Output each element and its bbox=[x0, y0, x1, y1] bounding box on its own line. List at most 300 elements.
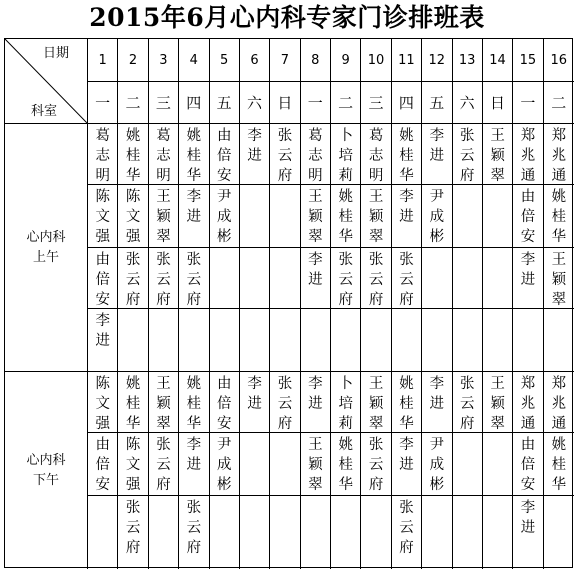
weekday-cell: 一 bbox=[513, 82, 543, 124]
doctor-name-char: 王 bbox=[490, 128, 505, 144]
doctor-name-char: 陈 bbox=[95, 189, 110, 205]
doctor-name-char: 倍 bbox=[520, 209, 536, 225]
doctor-name-char: 葛 bbox=[156, 128, 171, 144]
doctor-name-char: 由 bbox=[216, 128, 232, 144]
doctor-name-char: 李 bbox=[308, 252, 323, 268]
doctor-name-char: 郑 bbox=[551, 128, 567, 144]
doctor-cell bbox=[361, 185, 391, 248]
doctor-name-char: 强 bbox=[125, 229, 141, 245]
doctor-name-char: 倍 bbox=[95, 457, 110, 473]
doctor-name-char: 云 bbox=[277, 148, 293, 164]
date-cell: 8 bbox=[301, 39, 331, 82]
doctor-name-char: 云 bbox=[459, 396, 475, 412]
doctor-name-char: 张 bbox=[399, 500, 414, 516]
doctor-name-char: 翠 bbox=[490, 416, 505, 432]
doctor-name-char: 姚 bbox=[551, 437, 567, 453]
doctor-name-char: 彬 bbox=[216, 477, 232, 493]
doctor-cell bbox=[361, 248, 391, 309]
weekday-cell: 日 bbox=[270, 82, 300, 124]
doctor-cell bbox=[422, 433, 452, 496]
doctor-cell bbox=[544, 496, 574, 569]
doctor-name-char: 郑 bbox=[520, 128, 536, 144]
doctor-name-char: 府 bbox=[186, 292, 202, 308]
doctor-name-char: 王 bbox=[551, 252, 567, 268]
weekday-cell: 五 bbox=[210, 82, 240, 124]
doctor-name-char: 桂 bbox=[186, 396, 202, 412]
doctor-name-char: 强 bbox=[95, 416, 110, 432]
doctor-cell bbox=[179, 372, 209, 433]
doctor-name-char: 明 bbox=[368, 168, 384, 184]
doctor-name-char: 华 bbox=[125, 168, 141, 184]
doctor-cell bbox=[270, 248, 300, 309]
doctor-cell bbox=[210, 185, 240, 248]
doctor-cell bbox=[453, 248, 483, 309]
doctor-name-char: 志 bbox=[156, 148, 171, 164]
doctor-name-char: 张 bbox=[186, 500, 202, 516]
doctor-cell bbox=[270, 124, 300, 185]
doctor-cell bbox=[453, 433, 483, 496]
doctor-name-char: 张 bbox=[338, 252, 353, 268]
doctor-cell bbox=[118, 185, 148, 248]
weekday-cell: 五 bbox=[422, 82, 452, 124]
date-cell: 7 bbox=[270, 39, 300, 82]
doctor-name-char: 李 bbox=[399, 437, 414, 453]
doctor-name-char: 安 bbox=[216, 168, 232, 184]
date-cell: 10 bbox=[361, 39, 391, 82]
doctor-cell bbox=[483, 372, 513, 433]
doctor-cell bbox=[270, 433, 300, 496]
doctor-name-char: 葛 bbox=[368, 128, 384, 144]
doctor-name-char: 安 bbox=[520, 477, 536, 493]
doctor-cell bbox=[88, 185, 118, 248]
doctor-cell bbox=[240, 124, 270, 185]
doctor-name-char: 陈 bbox=[95, 376, 110, 392]
weekday-cell: 四 bbox=[179, 82, 209, 124]
doctor-cell bbox=[149, 496, 179, 569]
doctor-name-char: 翠 bbox=[490, 168, 505, 184]
doctor-name-char: 葛 bbox=[95, 128, 110, 144]
doctor-name-char: 云 bbox=[186, 272, 202, 288]
doctor-name-char: 华 bbox=[338, 229, 353, 245]
doctor-name-char: 张 bbox=[368, 252, 384, 268]
weekday-cell: 三 bbox=[149, 82, 179, 124]
doctor-cell bbox=[270, 496, 300, 569]
doctor-name-char: 颖 bbox=[490, 148, 505, 164]
doctor-name-char: 李 bbox=[520, 252, 536, 268]
doctor-name-char: 姚 bbox=[338, 189, 353, 205]
doctor-name-char: 张 bbox=[399, 252, 414, 268]
doctor-name-char: 桂 bbox=[125, 148, 141, 164]
weekday-cell: 四 bbox=[392, 82, 422, 124]
weekday-cell: 一 bbox=[301, 82, 331, 124]
doctor-name-char: 桂 bbox=[399, 148, 414, 164]
doctor-name-char: 兆 bbox=[520, 148, 536, 164]
doctor-cell bbox=[331, 372, 361, 433]
doctor-name-char: 府 bbox=[368, 292, 384, 308]
date-cell: 12 bbox=[422, 39, 452, 82]
doctor-name-char: 王 bbox=[308, 189, 323, 205]
doctor-name-char: 成 bbox=[216, 457, 232, 473]
doctor-name-char: 进 bbox=[399, 209, 414, 225]
doctor-name-char: 尹 bbox=[216, 437, 232, 453]
date-cell: 16 bbox=[544, 39, 574, 82]
doctor-cell bbox=[118, 309, 148, 372]
doctor-name-char: 明 bbox=[308, 168, 323, 184]
doctor-cell bbox=[270, 185, 300, 248]
doctor-cell bbox=[118, 433, 148, 496]
doctor-cell bbox=[483, 185, 513, 248]
doctor-name-char: 安 bbox=[95, 477, 110, 493]
doctor-name-char: 进 bbox=[399, 457, 414, 473]
doctor-name-char: 李 bbox=[247, 376, 262, 392]
doctor-name-char: 华 bbox=[551, 229, 567, 245]
doctor-name-char: 姚 bbox=[186, 376, 202, 392]
doctor-name-char: 成 bbox=[429, 209, 445, 225]
doctor-cell bbox=[392, 124, 422, 185]
doctor-name-char: 云 bbox=[338, 272, 353, 288]
doctor-name-char: 府 bbox=[459, 416, 475, 432]
doctor-name-char: 云 bbox=[186, 520, 202, 536]
doctor-name-char: 尹 bbox=[429, 189, 445, 205]
doctor-name-char: 安 bbox=[95, 292, 110, 308]
doctor-name-char: 莉 bbox=[338, 168, 353, 184]
doctor-name-char: 翠 bbox=[156, 229, 171, 245]
doctor-name-char: 颖 bbox=[368, 209, 384, 225]
date-cell: 5 bbox=[210, 39, 240, 82]
doctor-name-char: 张 bbox=[186, 252, 202, 268]
doctor-name-char: 云 bbox=[399, 272, 414, 288]
doctor-name-char: 府 bbox=[399, 292, 414, 308]
date-cell: 3 bbox=[149, 39, 179, 82]
doctor-name-char: 成 bbox=[216, 209, 232, 225]
date-cell: 14 bbox=[483, 39, 513, 82]
doctor-cell bbox=[331, 124, 361, 185]
doctor-cell bbox=[179, 124, 209, 185]
schedule-table bbox=[4, 38, 573, 568]
doctor-name-char: 王 bbox=[490, 376, 505, 392]
doctor-cell bbox=[179, 433, 209, 496]
doctor-name-char: 颖 bbox=[156, 396, 171, 412]
doctor-name-char: 桂 bbox=[125, 396, 141, 412]
doctor-name-char: 华 bbox=[125, 416, 141, 432]
doctor-cell bbox=[149, 372, 179, 433]
doctor-name-char: 张 bbox=[156, 437, 171, 453]
doctor-name-char: 郑 bbox=[520, 376, 536, 392]
doctor-name-char: 倍 bbox=[216, 148, 232, 164]
doctor-name-char: 郑 bbox=[551, 376, 567, 392]
doctor-cell bbox=[483, 309, 513, 372]
corner-header bbox=[5, 39, 88, 124]
doctor-name-char: 张 bbox=[125, 252, 141, 268]
doctor-name-char: 云 bbox=[277, 396, 293, 412]
doctor-cell bbox=[210, 309, 240, 372]
doctor-name-char: 兆 bbox=[520, 396, 536, 412]
doctor-cell bbox=[149, 124, 179, 185]
section-label bbox=[5, 124, 88, 372]
doctor-name-char: 进 bbox=[520, 272, 536, 288]
doctor-name-char: 进 bbox=[247, 396, 262, 412]
weekday-cell: 一 bbox=[88, 82, 118, 124]
doctor-cell bbox=[453, 124, 483, 185]
doctor-name-char: 翠 bbox=[308, 477, 323, 493]
doctor-name-char: 府 bbox=[186, 540, 202, 556]
doctor-name-char: 云 bbox=[125, 272, 141, 288]
doctor-cell bbox=[422, 372, 452, 433]
doctor-name-char: 姚 bbox=[186, 128, 202, 144]
doctor-name-char: 通 bbox=[520, 416, 536, 432]
doctor-cell bbox=[301, 248, 331, 309]
doctor-cell bbox=[331, 309, 361, 372]
doctor-name-char: 姚 bbox=[551, 189, 567, 205]
doctor-name-char: 李 bbox=[186, 189, 202, 205]
doctor-name-char: 志 bbox=[368, 148, 384, 164]
doctor-cell bbox=[361, 433, 391, 496]
doctor-cell bbox=[118, 124, 148, 185]
doctor-name-char: 华 bbox=[338, 477, 353, 493]
doctor-name-char: 进 bbox=[186, 209, 202, 225]
doctor-name-char: 华 bbox=[186, 416, 202, 432]
doctor-name-char: 云 bbox=[156, 457, 171, 473]
doctor-cell bbox=[331, 185, 361, 248]
doctor-name-char: 培 bbox=[338, 148, 353, 164]
doctor-cell bbox=[361, 372, 391, 433]
doctor-cell bbox=[331, 496, 361, 569]
doctor-cell bbox=[118, 496, 148, 569]
doctor-name-char: 翠 bbox=[551, 292, 567, 308]
doctor-name-char: 桂 bbox=[338, 209, 353, 225]
page-title: 2015年6月心内科专家门诊排班表 bbox=[89, 3, 485, 32]
doctor-cell bbox=[422, 496, 452, 569]
doctor-cell bbox=[210, 433, 240, 496]
doctor-name-char: 志 bbox=[95, 148, 110, 164]
doctor-name-char: 由 bbox=[216, 376, 232, 392]
doctor-name-char: 莉 bbox=[338, 416, 353, 432]
doctor-name-char: 颖 bbox=[490, 396, 505, 412]
doctor-cell bbox=[544, 248, 574, 309]
doctor-cell bbox=[240, 248, 270, 309]
doctor-name-char: 姚 bbox=[125, 128, 141, 144]
doctor-name-char: 卜 bbox=[338, 376, 353, 392]
doctor-name-char: 张 bbox=[125, 500, 141, 516]
department-name: 心内科 bbox=[26, 452, 66, 468]
doctor-name-char: 桂 bbox=[551, 209, 567, 225]
doctor-cell bbox=[392, 185, 422, 248]
doctor-name-char: 王 bbox=[308, 437, 323, 453]
doctor-name-char: 由 bbox=[95, 437, 110, 453]
date-cell: 15 bbox=[513, 39, 543, 82]
doctor-name-char: 王 bbox=[368, 189, 384, 205]
doctor-name-char: 李 bbox=[429, 128, 445, 144]
date-cell: 6 bbox=[240, 39, 270, 82]
doctor-cell bbox=[483, 248, 513, 309]
doctor-name-char: 桂 bbox=[338, 457, 353, 473]
date-cell: 9 bbox=[331, 39, 361, 82]
doctor-name-char: 颖 bbox=[308, 457, 323, 473]
doctor-cell bbox=[301, 124, 331, 185]
doctor-cell bbox=[392, 496, 422, 569]
doctor-name-char: 进 bbox=[308, 272, 323, 288]
doctor-name-char: 张 bbox=[459, 376, 475, 392]
doctor-name-char: 彬 bbox=[216, 229, 232, 245]
doctor-name-char: 云 bbox=[125, 520, 141, 536]
doctor-name-char: 府 bbox=[368, 477, 384, 493]
doctor-cell bbox=[422, 124, 452, 185]
doctor-name-char: 由 bbox=[520, 189, 536, 205]
doctor-cell bbox=[544, 124, 574, 185]
doctor-cell bbox=[149, 248, 179, 309]
doctor-cell bbox=[88, 433, 118, 496]
doctor-name-char: 府 bbox=[338, 292, 353, 308]
weekday-cell: 二 bbox=[544, 82, 574, 124]
doctor-cell bbox=[240, 372, 270, 433]
doctor-name-char: 卜 bbox=[338, 128, 353, 144]
doctor-name-char: 李 bbox=[247, 128, 262, 144]
doctor-name-char: 翠 bbox=[368, 416, 384, 432]
doctor-cell bbox=[118, 248, 148, 309]
doctor-name-char: 府 bbox=[156, 477, 171, 493]
doctor-name-char: 王 bbox=[368, 376, 384, 392]
doctor-cell bbox=[270, 309, 300, 372]
doctor-name-char: 李 bbox=[429, 376, 445, 392]
doctor-cell bbox=[483, 496, 513, 569]
doctor-cell bbox=[392, 309, 422, 372]
doctor-cell bbox=[88, 124, 118, 185]
doctor-cell bbox=[544, 372, 574, 433]
doctor-name-char: 文 bbox=[125, 457, 141, 473]
doctor-name-char: 成 bbox=[429, 457, 445, 473]
doctor-cell bbox=[179, 185, 209, 248]
doctor-cell bbox=[179, 309, 209, 372]
doctor-cell bbox=[453, 496, 483, 569]
doctor-name-char: 张 bbox=[368, 437, 384, 453]
doctor-name-char: 桂 bbox=[551, 457, 567, 473]
doctor-name-char: 颖 bbox=[368, 396, 384, 412]
doctor-cell bbox=[453, 185, 483, 248]
doctor-name-char: 翠 bbox=[368, 229, 384, 245]
doctor-cell bbox=[240, 309, 270, 372]
doctor-cell bbox=[301, 309, 331, 372]
doctor-name-char: 华 bbox=[186, 168, 202, 184]
doctor-cell bbox=[513, 124, 543, 185]
doctor-cell bbox=[331, 433, 361, 496]
date-cell: 13 bbox=[453, 39, 483, 82]
doctor-name-char: 安 bbox=[520, 229, 536, 245]
doctor-name-char: 姚 bbox=[399, 128, 414, 144]
doctor-name-char: 桂 bbox=[186, 148, 202, 164]
doctor-cell bbox=[149, 433, 179, 496]
doctor-name-char: 王 bbox=[156, 189, 171, 205]
doctor-name-char: 安 bbox=[216, 416, 232, 432]
doctor-cell bbox=[544, 433, 574, 496]
doctor-name-char: 彬 bbox=[429, 229, 445, 245]
doctor-name-char: 翠 bbox=[308, 229, 323, 245]
doctor-name-char: 倍 bbox=[95, 272, 110, 288]
doctor-name-char: 张 bbox=[459, 128, 475, 144]
doctor-name-char: 尹 bbox=[429, 437, 445, 453]
doctor-cell bbox=[88, 309, 118, 372]
doctor-cell bbox=[240, 433, 270, 496]
doctor-name-char: 彬 bbox=[429, 477, 445, 493]
doctor-name-char: 尹 bbox=[216, 189, 232, 205]
doctor-name-char: 李 bbox=[308, 376, 323, 392]
doctor-name-char: 进 bbox=[186, 457, 202, 473]
doctor-cell bbox=[301, 185, 331, 248]
doctor-cell bbox=[118, 372, 148, 433]
doctor-cell bbox=[361, 496, 391, 569]
doctor-cell bbox=[483, 124, 513, 185]
doctor-name-char: 张 bbox=[277, 376, 293, 392]
doctor-name-char: 培 bbox=[338, 396, 353, 412]
doctor-name-char: 李 bbox=[186, 437, 202, 453]
doctor-cell bbox=[392, 248, 422, 309]
doctor-cell bbox=[453, 309, 483, 372]
doctor-cell bbox=[513, 433, 543, 496]
weekday-cell: 日 bbox=[483, 82, 513, 124]
weekday-cell: 二 bbox=[118, 82, 148, 124]
weekday-cell: 六 bbox=[453, 82, 483, 124]
doctor-cell bbox=[210, 496, 240, 569]
doctor-name-char: 文 bbox=[95, 396, 110, 412]
doctor-name-char: 云 bbox=[368, 457, 384, 473]
doctor-name-char: 兆 bbox=[551, 396, 567, 412]
doctor-cell bbox=[88, 248, 118, 309]
doctor-name-char: 葛 bbox=[308, 128, 323, 144]
doctor-cell bbox=[422, 248, 452, 309]
doctor-cell bbox=[88, 496, 118, 569]
doctor-name-char: 通 bbox=[551, 416, 567, 432]
doctor-cell bbox=[513, 496, 543, 569]
doctor-cell bbox=[240, 185, 270, 248]
doctor-name-char: 府 bbox=[459, 168, 475, 184]
doctor-name-char: 颖 bbox=[156, 209, 171, 225]
doctor-name-char: 通 bbox=[551, 168, 567, 184]
doctor-cell bbox=[392, 433, 422, 496]
doctor-name-char: 华 bbox=[551, 477, 567, 493]
doctor-cell bbox=[301, 496, 331, 569]
doctor-name-char: 华 bbox=[399, 168, 414, 184]
doctor-name-char: 云 bbox=[459, 148, 475, 164]
doctor-cell bbox=[331, 248, 361, 309]
doctor-name-char: 颖 bbox=[551, 272, 567, 288]
doctor-name-char: 府 bbox=[277, 416, 293, 432]
doctor-name-char: 云 bbox=[156, 272, 171, 288]
doctor-name-char: 进 bbox=[429, 148, 445, 164]
doctor-name-char: 文 bbox=[125, 209, 141, 225]
doctor-name-char: 李 bbox=[399, 189, 414, 205]
doctor-name-char: 府 bbox=[125, 540, 141, 556]
doctor-cell bbox=[301, 372, 331, 433]
doctor-cell bbox=[210, 124, 240, 185]
doctor-cell bbox=[179, 248, 209, 309]
doctor-cell bbox=[544, 185, 574, 248]
department-name: 心内科 bbox=[26, 229, 66, 245]
doctor-cell bbox=[210, 248, 240, 309]
doctor-name-char: 颖 bbox=[308, 209, 323, 225]
doctor-cell bbox=[361, 309, 391, 372]
doctor-name-char: 云 bbox=[399, 520, 414, 536]
doctor-name-char: 桂 bbox=[399, 396, 414, 412]
doctor-cell bbox=[544, 309, 574, 372]
doctor-name-char: 兆 bbox=[551, 148, 567, 164]
doctor-cell bbox=[179, 496, 209, 569]
doctor-name-char: 进 bbox=[520, 520, 536, 536]
date-cell: 4 bbox=[179, 39, 209, 82]
doctor-name-char: 王 bbox=[156, 376, 171, 392]
doctor-cell bbox=[513, 309, 543, 372]
doctor-name-char: 通 bbox=[520, 168, 536, 184]
doctor-cell bbox=[149, 309, 179, 372]
doctor-name-char: 文 bbox=[95, 209, 110, 225]
